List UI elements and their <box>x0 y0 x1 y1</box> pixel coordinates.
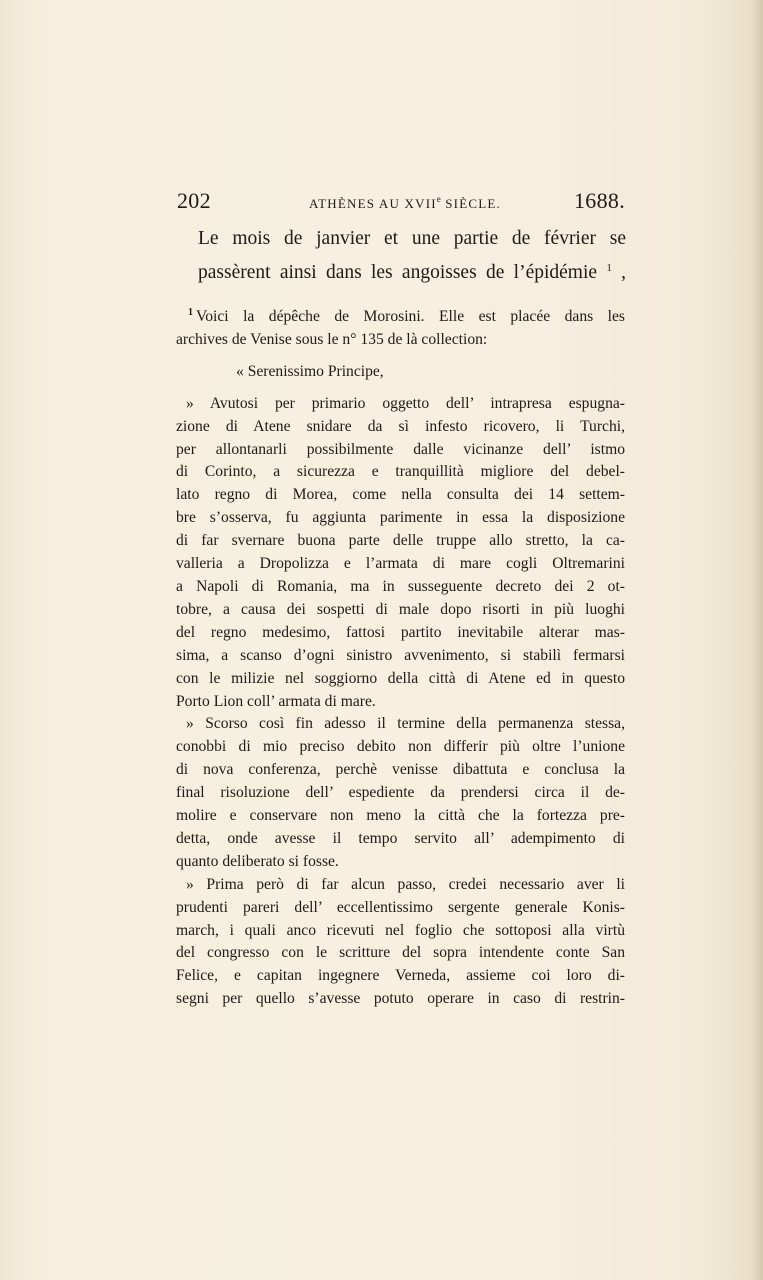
footnote-intro-line-1-text: Voici la dépêche de Morosini. Elle est placée dans les <box>196 308 625 325</box>
running-title-main: ATHÈNES AU XVII <box>309 196 437 211</box>
footnote-text-line: conobbi di mio preciso debito non differir più oltre l’unione <box>176 738 625 756</box>
footnote-text-line: » Scorso così fin adesso il termine della permanenza stessa, <box>186 715 625 733</box>
footnote-paragraph-2 <box>176 713 625 873</box>
running-title <box>309 194 501 212</box>
footnote-reference-mark[interactable]: 1 <box>606 261 612 274</box>
page-number: 202 <box>177 188 211 213</box>
footnote-text-line: detta, onde avesse il tempo servito all’ adempimento di <box>176 829 625 847</box>
footnote-intro-line-1 <box>176 302 625 329</box>
footnote-text-line: di nova conferenza, perchè venisse dibattuta e conclusa la <box>176 761 625 779</box>
main-text-line-2-text: passèrent ainsi dans les angoisses de l’épidémie <box>198 261 598 283</box>
footnote-text-line: final risoluzione dell’ espediente da prendersi circa il de- <box>176 784 625 802</box>
footnote-text-line: march, i quali anco ricevuti nel foglio che sottoposi alla virtù <box>176 921 625 939</box>
footnote-paragraph-3 <box>176 874 625 1011</box>
footnote-text-line: bre s’osserva, fu aggiunta parimente in essa la disposizione <box>176 509 625 527</box>
footnote-paragraph-1 <box>176 393 625 714</box>
footnote-text-line: prudenti pareri dell’ eccellentissimo sergente generale Konis- <box>176 898 625 916</box>
running-title-sup: e <box>436 194 441 204</box>
footnote-salutation: « Serenissimo Principe, <box>236 362 384 380</box>
main-text <box>198 225 626 287</box>
footnote-text-line: Felice, e capitan ingegnere Verneda, assieme coi loro di- <box>176 967 625 985</box>
footnote-text-line: quanto deliberato si fosse. <box>176 852 339 870</box>
footnote-text-line: per allontanarli possibilmente dalle vicinanze dell’ istmo <box>176 440 625 458</box>
footnote-text-line: sima, a scanso d’ogni sinistro avvenimento, si stabilì fermarsi <box>176 646 625 664</box>
footnote-text-line: tobre, a causa dei sospetti di male dopo risorti in più luoghi <box>176 600 625 618</box>
footnote-text-line: valleria a Dropolizza e l’armata di mare cogli Oltremarini <box>176 555 625 573</box>
header-year: 1688. <box>574 188 625 213</box>
main-text-line-2-tail: , <box>611 261 627 283</box>
footnote-block <box>176 302 625 1011</box>
main-text-line-2 <box>198 254 626 288</box>
footnote-text-line: zione di Atene snidare da sì infesto ricovero, li Turchi, <box>176 417 625 435</box>
footnote-text-line: segni per quello s’avesse potuto operare in caso di restrin- <box>176 990 625 1008</box>
footnote-text-line: del regno medesimo, fattosi partito inevitabile alterar mas- <box>176 623 625 641</box>
footnote-mark: 1 <box>188 307 193 318</box>
running-title-end: SIÈCLE. <box>440 196 501 211</box>
footnote-text-line: » Avutosi per primario oggetto dell’ intrapresa espugna- <box>186 394 625 412</box>
footnote-text-line: di Corinto, a sicurezza e tranquillità migliore del debel- <box>176 463 625 481</box>
running-header <box>177 188 625 218</box>
footnote-text-line: Porto Lion coll’ armata di mare. <box>176 692 376 710</box>
footnote-text-line: lato regno di Morea, come nella consulta dei 14 settem- <box>176 486 625 504</box>
footnote-text-line: di far svernare buona parte delle truppe allo stretto, la ca- <box>176 532 625 550</box>
footnote-text-line: del congresso con le scritture del sopra intendente conte San <box>176 944 625 962</box>
footnote-intro-line-2: archives de Venise sous le n° 135 de là collection: <box>176 330 488 348</box>
footnote-text-line: molire e conservare non meno la città che la fortezza pre- <box>176 807 625 825</box>
footnote-text-line: a Napoli di Romania, ma in susseguente decreto dei 2 ot- <box>176 577 625 595</box>
page-edge-shadow <box>751 0 763 1280</box>
footnote-text-line: » Prima però di far alcun passo, credei necessario aver li <box>186 875 625 893</box>
footnote-text-line: con le milizie nel soggiorno della città di Atene ed in questo <box>176 669 625 687</box>
main-text-line-1: Le mois de janvier et une partie de février se <box>198 228 626 249</box>
